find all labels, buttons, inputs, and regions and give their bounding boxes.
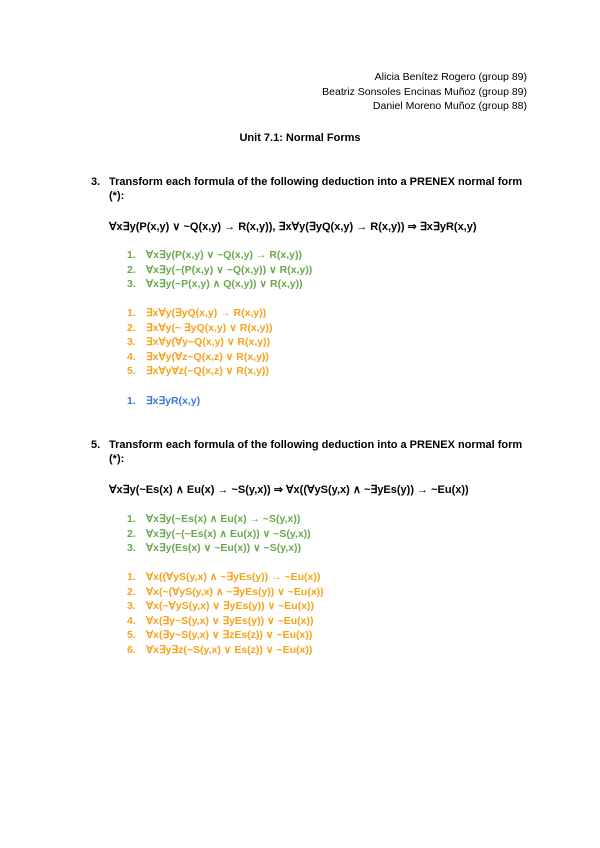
step-list-green [127, 248, 312, 292]
step: 2. ∀x∃y(~(P(x,y) ∨ ~Q(x,y)) ∨ R(x,y)) [127, 263, 313, 276]
step: 6. ∀x∃y∃z(~S(y,x) ∨ Es(z)) ∨ ~Eu(x)) [127, 643, 313, 656]
step: 1. ∀x∃y(~Es(x) ∧ Eu(x) → ~S(y,x)) [127, 513, 301, 525]
step: 3. ∃x∀y(∀y~Q(x,y) ∨ R(x,y)) [127, 336, 271, 349]
exercise-number: 5. [91, 439, 101, 451]
step: 3. ∀x(~∀yS(y,x) ∨ ∃yEs(y)) ∨ ~Eu(x)) [127, 600, 315, 613]
exercise-5 [91, 438, 531, 466]
author-line: Beatriz Sonsoles Encinas Muñoz (group 89) [322, 85, 527, 98]
step: 3. ∀x∃y(Es(x) ∨ ~Eu(x)) ∨ ~S(y,x)) [127, 542, 302, 555]
page-title: Unit 7.1: Normal Forms [239, 132, 361, 144]
deduction-formula: ∀x∃y(~Es(x) ∧ Eu(x) → ~S(y,x)) ⇒ ∀x((∀yS(y,x) ∧ ~∃yEs(y)) → ~Eu(x)) [109, 484, 469, 496]
step: 2. ∃x∀y(~ ∃yQ(x,y) ∨ R(x,y)) [127, 321, 273, 334]
exercise-number: 3. [91, 176, 101, 188]
step: 5. ∃x∀y∀z(~Q(x,z) ∨ R(x,y)) [127, 365, 269, 378]
author-list [322, 70, 527, 114]
exercise-text: Transform each formula of the following deduction into a PRENEX normal form (*): [109, 176, 523, 202]
step: 1. ∃x∃yR(x,y) [127, 395, 201, 407]
author-line: Alicia Benítez Rogero (group 89) [374, 71, 527, 83]
exercise-3 [91, 175, 531, 203]
author-line: Daniel Moreno Muñoz (group 88) [372, 100, 527, 112]
step: 2. ∀x(~(∀yS(y,x) ∧ ~∃yEs(y)) ∨ ~Eu(x)) [127, 585, 324, 598]
step: 5. ∀x(∃y~S(y,x) ∨ ∃zEs(z)) ∨ ~Eu(x)) [127, 629, 313, 642]
step: 4. ∃x∀y(∀z~Q(x,z) ∨ R(x,y)) [127, 350, 269, 363]
step-list-orange [127, 570, 324, 658]
exercise-statement [91, 438, 531, 466]
exercise-statement [91, 175, 531, 203]
step: 1. ∀x((∀yS(y,x) ∧ ~∃yEs(y)) → ~Eu(x)) [127, 571, 321, 583]
step-list-orange [127, 306, 272, 379]
step-list-green [127, 512, 311, 556]
step-list-blue [127, 394, 200, 409]
step: 2. ∀x∃y(~(~Es(x) ∧ Eu(x)) ∨ ~S(y,x)) [127, 527, 311, 540]
step: 3. ∀x∃y(~P(x,y) ∧ Q(x,y)) ∨ R(x,y)) [127, 278, 303, 291]
step: 1. ∃x∀y(∃yQ(x,y) → R(x,y)) [127, 307, 267, 319]
step: 1. ∀x∃y(P(x,y) ∨ ~Q(x,y) → R(x,y)) [127, 249, 302, 261]
step: 4. ∀x(∃y~S(y,x) ∨ ∃yEs(y)) ∨ ~Eu(x)) [127, 614, 314, 627]
deduction-formula: ∀x∃y(P(x,y) ∨ ~Q(x,y) → R(x,y)), ∃x∀y(∃yQ(x,y) → R(x,y)) ⇒ ∃x∃yR(x,y) [109, 221, 477, 233]
exercise-text: Transform each formula of the following deduction into a PRENEX normal form (*): [109, 439, 523, 465]
